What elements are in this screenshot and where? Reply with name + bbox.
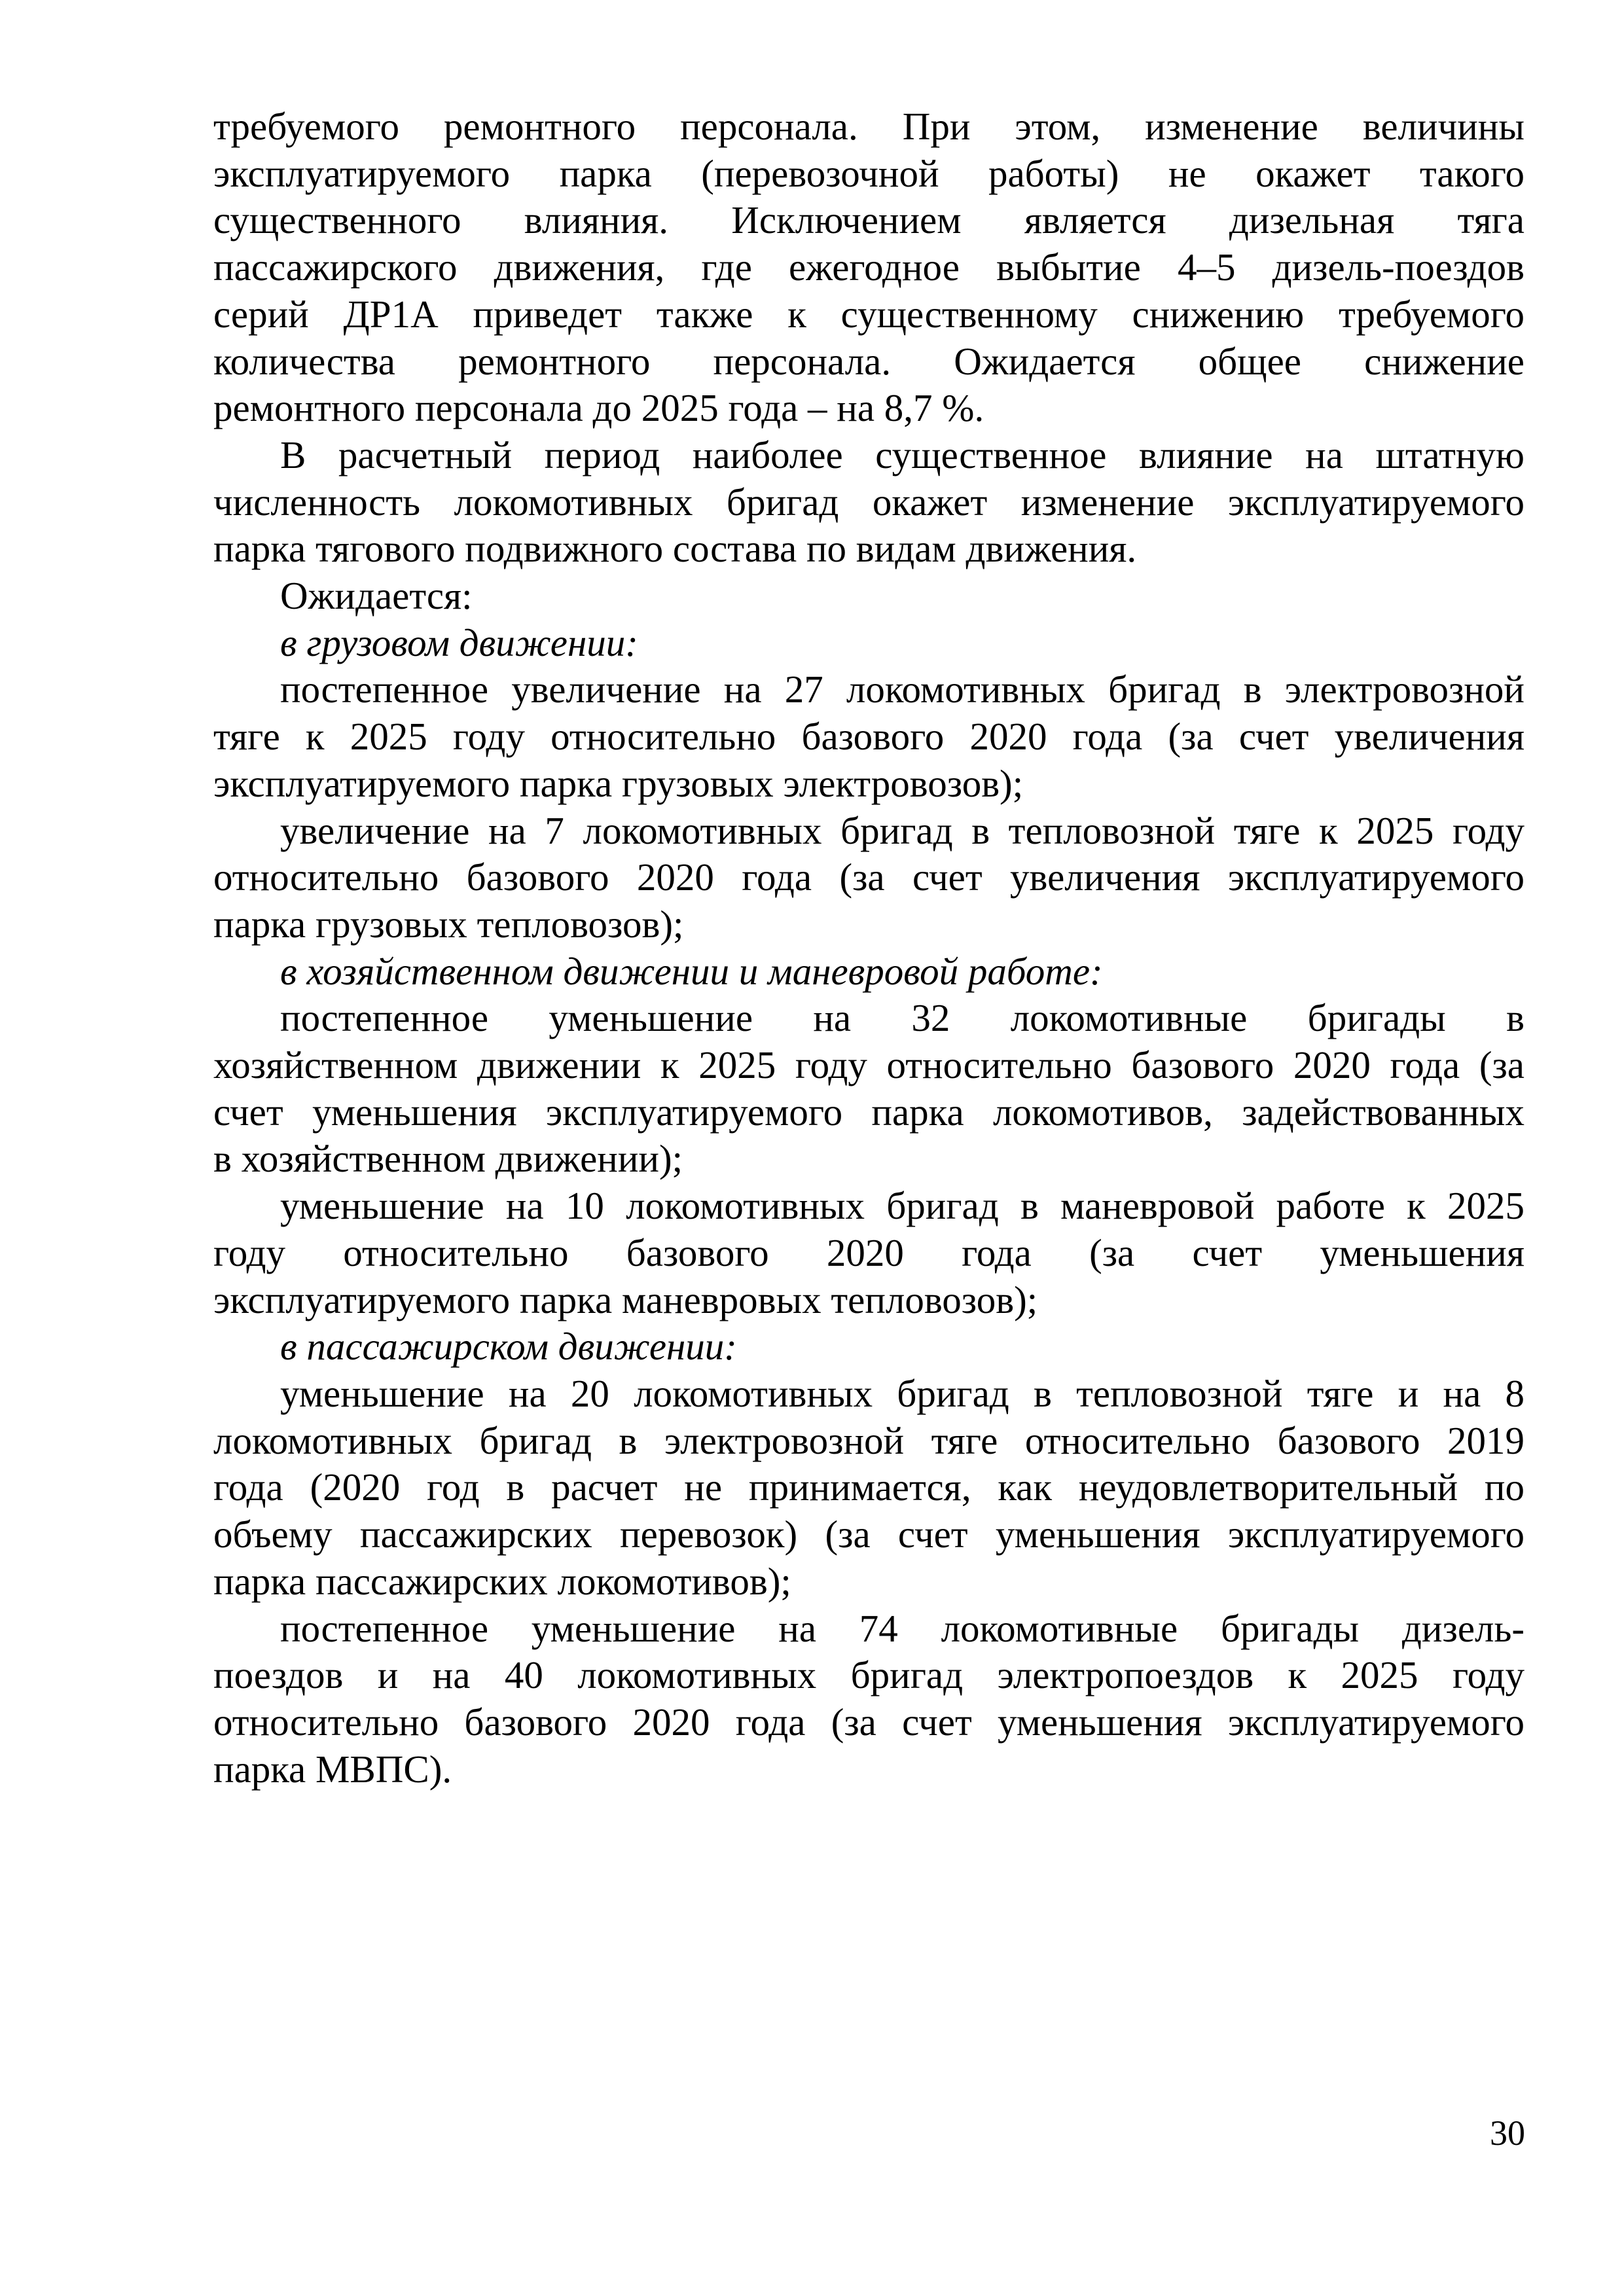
paragraph-line: уменьшение на 20 локомотивных бригад в тепловозной тяге и на 8: [280, 1371, 1525, 1415]
paragraph-line: В расчетный период наиболее существенное влияние на штатную: [280, 433, 1525, 476]
paragraph-line: требуемого ремонтного персонала. При этом, изменение величины: [213, 105, 1525, 148]
paragraph-line: в хозяйственном движении и маневровой работе:: [280, 949, 1103, 993]
paragraph-line: счет уменьшения эксплуатируемого парка локомотивов, задействованных: [213, 1090, 1525, 1134]
paragraph-line: постепенное уменьшение на 32 локомотивные бригады в: [280, 996, 1525, 1040]
paragraph-line: парка грузовых тепловозов);: [213, 902, 684, 946]
paragraph-line: года (2020 год в расчет не принимается, как неудовлетворительный по: [213, 1465, 1525, 1509]
paragraph-line: парка тягового подвижного состава по видам движения.: [213, 527, 1137, 571]
paragraph-line: увеличение на 7 локомотивных бригад в тепловозной тяге к 2025 году: [280, 808, 1525, 852]
paragraph-line: парка МВПС).: [213, 1747, 452, 1791]
page-number: 30: [1490, 2113, 1525, 2153]
paragraph-line: локомотивных бригад в электровозной тяге относительно базового 2019: [213, 1418, 1525, 1462]
paragraph-line: относительно базового 2020 года (за счет увеличения эксплуатируемого: [213, 855, 1525, 899]
paragraph-line: году относительно базового 2020 года (за счет уменьшения: [213, 1230, 1525, 1274]
paragraph-line: существенного влияния. Исключением является дизельная тяга: [213, 198, 1525, 242]
paragraph-line: поездов и на 40 локомотивных бригад электропоездов к 2025 году: [213, 1653, 1525, 1697]
paragraph-line: серий ДР1А приведет также к существенному снижению требуемого: [213, 292, 1525, 336]
paragraph-line: в хозяйственном движении);: [213, 1137, 683, 1181]
paragraph-line: постепенное уменьшение на 74 локомотивные бригады дизель-: [280, 1606, 1525, 1650]
paragraph-line: постепенное увеличение на 27 локомотивных бригад в электровозной: [280, 668, 1525, 711]
paragraph-line: в пассажирском движении:: [280, 1325, 737, 1369]
paragraph-line: объему пассажирских перевозок) (за счет уменьшения эксплуатируемого: [213, 1513, 1525, 1556]
paragraph-line: пассажирского движения, где ежегодное выбытие 4–5 дизель-поездов: [213, 245, 1525, 289]
paragraph-line: ремонтного персонала до 2025 года – на 8,7 %.: [213, 386, 984, 430]
text-block: [213, 103, 1525, 1793]
paragraph-line: парка пассажирских локомотивов);: [213, 1559, 791, 1603]
paragraph-line: численность локомотивных бригад окажет изменение эксплуатируемого: [213, 480, 1525, 524]
paragraph-line: количества ремонтного персонала. Ожидается общее снижение: [213, 339, 1525, 383]
paragraph-line: в грузовом движении:: [280, 620, 638, 664]
paragraph-line: уменьшение на 10 локомотивных бригад в маневровой работе к 2025: [280, 1184, 1525, 1228]
paragraph-line: относительно базового 2020 года (за счет уменьшения эксплуатируемого: [213, 1700, 1525, 1744]
paragraph-line: эксплуатируемого парка (перевозочной работы) не окажет такого: [213, 151, 1525, 195]
paragraph-line: тяге к 2025 году относительно базового 2020 года (за счет увеличения: [213, 715, 1525, 759]
paragraph-line: эксплуатируемого парка грузовых электровозов);: [213, 761, 1024, 805]
paragraph-line: эксплуатируемого парка маневровых тепловозов);: [213, 1278, 1038, 1321]
paragraph-line: Ожидается:: [280, 574, 473, 618]
paragraph-line: хозяйственном движении к 2025 году относительно базового 2020 года (за: [213, 1043, 1525, 1087]
